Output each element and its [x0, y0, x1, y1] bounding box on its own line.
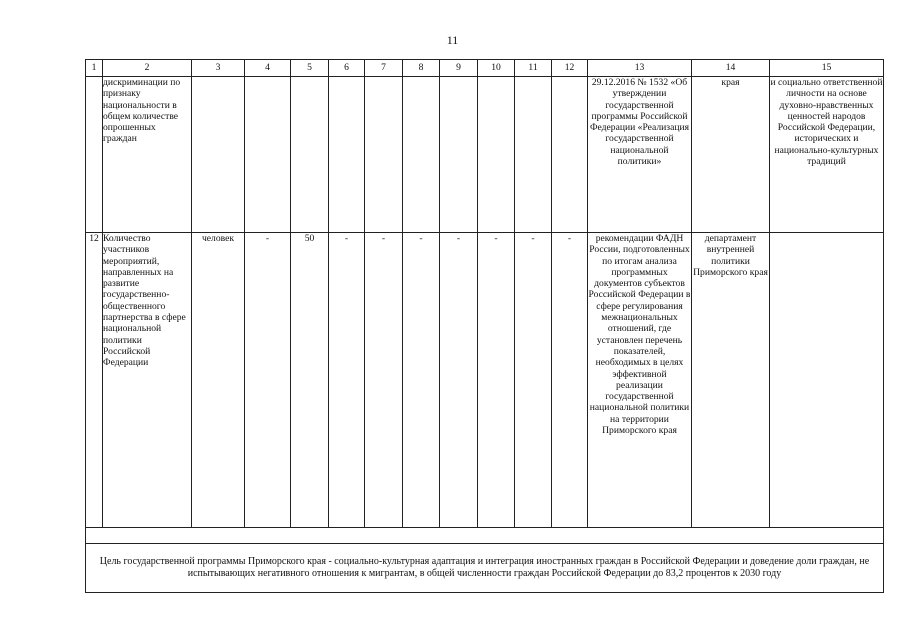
- cell-value: -: [365, 233, 403, 528]
- cell-value: [440, 77, 478, 233]
- header-cell: 2: [103, 60, 192, 77]
- cell-value: [552, 77, 588, 233]
- header-cell: 8: [403, 60, 440, 77]
- cell-value: [478, 77, 515, 233]
- cell-unit: [192, 77, 245, 233]
- table-row: [86, 233, 884, 528]
- header-cell: 11: [515, 60, 552, 77]
- cell-responsible: края: [692, 77, 770, 233]
- cell-value: [365, 77, 403, 233]
- cell-source-document: рекомендации ФАДН России, подготовленных по итогам анализа программных документов субъектов Российской Федерации в сфере регулирования межнациональных отношений, где установлен перечень показателей, необходимых в целях эффективной реализации государственной национальной политики на территории Приморского края: [588, 233, 692, 528]
- cell-notes: [770, 233, 884, 528]
- header-cell: 4: [245, 60, 291, 77]
- cell-value: -: [329, 233, 365, 528]
- indicators-table: [85, 59, 884, 593]
- header-cell: 12: [552, 60, 588, 77]
- cell-value: [291, 77, 329, 233]
- header-cell: 13: [588, 60, 692, 77]
- header-cell: 10: [478, 60, 515, 77]
- cell-value: -: [478, 233, 515, 528]
- cell-responsible: департамент внутренней политики Приморского края: [692, 233, 770, 528]
- spacer-row: [86, 528, 884, 544]
- page-number: 11: [446, 33, 459, 47]
- header-cell: 5: [291, 60, 329, 77]
- header-cell: 14: [692, 60, 770, 77]
- cell-value: [245, 77, 291, 233]
- cell-value: -: [552, 233, 588, 528]
- header-cell: 1: [86, 60, 103, 77]
- cell-value: [329, 77, 365, 233]
- cell-source-document: 29.12.2016 № 1532 «Об утверждении государственной программы Российской Федерации «Реализация государственной национальной политики»: [588, 77, 692, 233]
- cell-value: -: [245, 233, 291, 528]
- cell-value: [515, 77, 552, 233]
- cell-value: -: [440, 233, 478, 528]
- cell-value: -: [403, 233, 440, 528]
- cell-value: -: [515, 233, 552, 528]
- cell-unit: человек: [192, 233, 245, 528]
- goal-row: [86, 544, 884, 593]
- table-header-row: [86, 60, 884, 77]
- cell-row-number: [86, 77, 103, 233]
- header-cell: 7: [365, 60, 403, 77]
- cell-indicator-name: дискриминации по признаку национальности в общем количестве опрошенных граждан: [103, 77, 192, 233]
- header-cell: 15: [770, 60, 884, 77]
- cell-indicator-name: Количество участников мероприятий, направленных на развитие государственно-общественного партнерства в сфере национальной политики Российской Федерации: [103, 233, 192, 528]
- header-cell: 9: [440, 60, 478, 77]
- cell-value: [403, 77, 440, 233]
- cell-notes: и социально ответственной личности на основе духовно-нравственных ценностей народов Российской Федерации, исторических и национально-культурных традиций: [770, 77, 884, 233]
- cell-row-number: 12: [86, 233, 103, 528]
- program-goal-text: Цель государственной программы Приморского края - социально-культурная адаптация и интеграция иностранных граждан в Российской Федерации и доведение доли граждан, не испытывающих негативного отношения к мигрантам, в общей численности граждан Российской Федерации до 83,2 процентов к 2030 году: [86, 544, 884, 593]
- spacer-cell: [86, 528, 884, 544]
- table-row: [86, 77, 884, 233]
- header-cell: 3: [192, 60, 245, 77]
- cell-value: 50: [291, 233, 329, 528]
- header-cell: 6: [329, 60, 365, 77]
